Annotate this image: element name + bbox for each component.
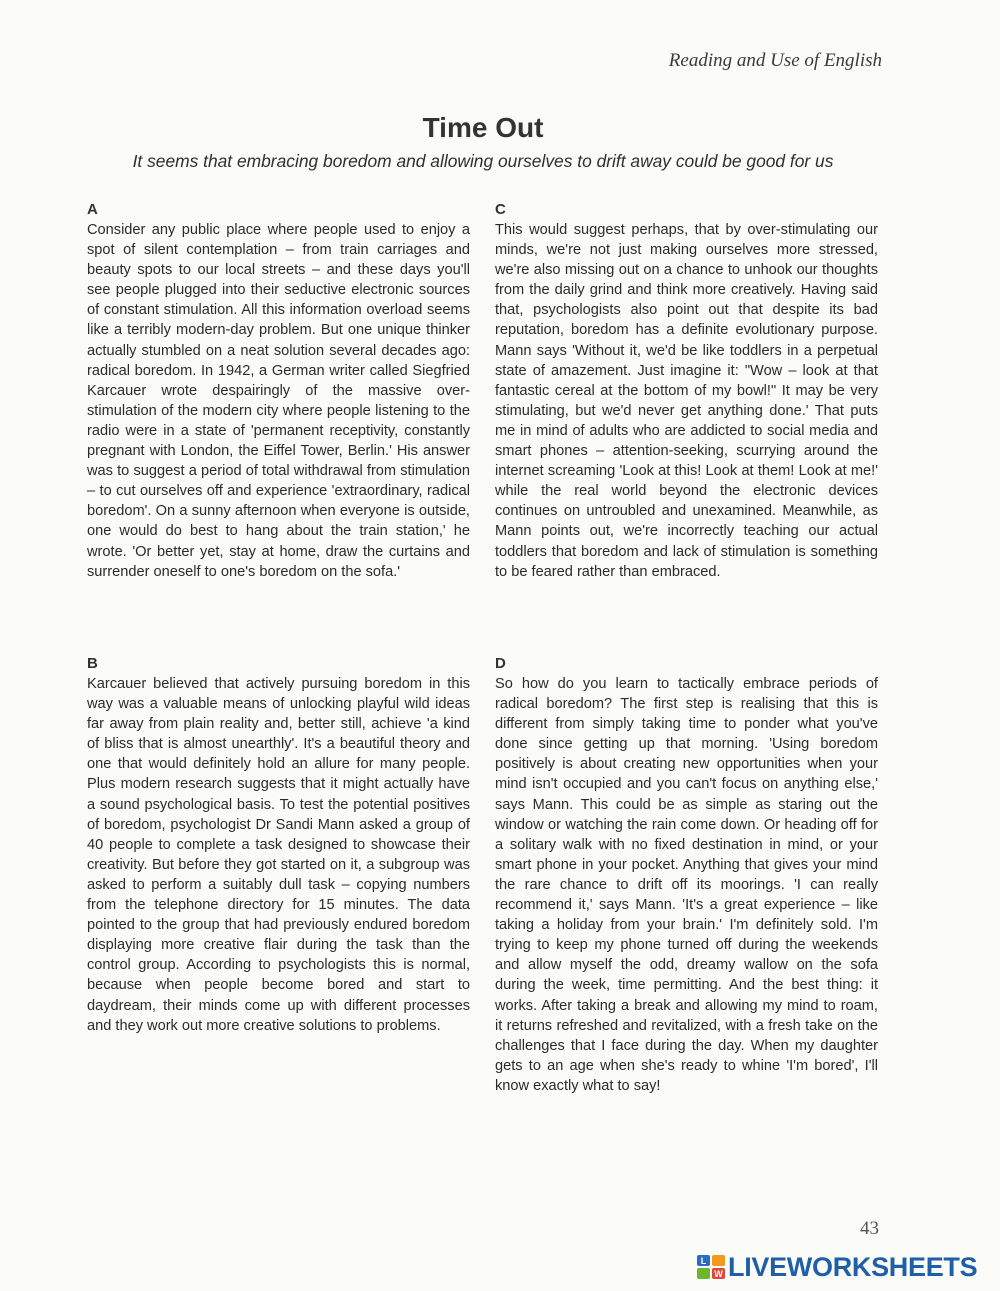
section-letter: B	[87, 655, 98, 672]
section-d	[495, 654, 878, 1096]
page-number: 43	[860, 1218, 879, 1239]
section-a	[87, 200, 470, 582]
liveworksheets-logo[interactable]	[696, 1252, 977, 1282]
section-letter: A	[87, 201, 98, 218]
liveworksheets-logo-icon	[696, 1254, 726, 1280]
section-b	[87, 654, 470, 1036]
article-title: Time Out	[422, 112, 544, 143]
article-subtitle: It seems that embracing boredom and allowing ourselves to drift away could be good for us	[132, 151, 834, 171]
section-text: Karcauer believed that actively pursuing boredom in this way was a valuable means of unlocking playful wild ideas far away from plain reality and, better still, achieve 'a kind of bliss that is almost unearthly'. It's a beautiful theory and one that would definitely hold an allure for many people. Plus modern research suggests that it might actually have a sound psychological basis. To test the potential positives of boredom, psychologist Dr Sandi Mann asked a group of 40 people to complete a task designed to showcase their creativity. But before they got started on it, a subgroup was asked to perform a suitably dull task – copying numbers from the telephone directory for 15 minutes. The data pointed to the group that had previously endured boredom displaying more creative flair during the task than the control group. According to psychologists this is normal, because when people become bored and start to daydream, their minds come up with different processes and they work out more creative solutions to problems.	[87, 676, 470, 1034]
section-letter: C	[495, 201, 506, 218]
svg-text:L: L	[700, 1256, 707, 1266]
liveworksheets-logo-text: LIVEWORKSHEETS	[728, 1252, 978, 1282]
section-text: So how do you learn to tactically embrace periods of radical boredom? The first step is realising that this is different from simply taking time to ponder what you've done since getting up that morning. 'Using boredom positively is about creating new opportunities when your mind isn't occupied and you can't focus on anything else,' says Mann. This could be as simple as staring out the window or watching the rain come down. Or heading off for a solitary walk with no fixed destination in mind, or your smart phone in your pocket. Anything that gives your mind the rare chance to drift off its moorings. 'I can really recommend it,' says Mann. 'It's a great experience – like taking a holiday from your brain.' I'm definitely sold. I'm trying to keep my phone turned off during the weekends and allow myself the odd, dreamy wallow on the sofa during the week, time permitting. And the best thing: it works. After taking a break and allowing my mind to roam, it returns refreshed and revitalized, with a fresh take on the challenges that I face during the day. When my daughter gets to an age when she's ready to whine 'I'm bored', I'll know exactly what to say!	[495, 676, 878, 1094]
svg-text:W: W	[714, 1269, 723, 1279]
section-letter: D	[495, 655, 506, 672]
section-text: This would suggest perhaps, that by over-stimulating our minds, we're not just making ourselves more stressed, we're also missing out on a chance to unhook our thoughts from the daily grind and think more creatively. Having said that, psychologists also point out that despite its bad reputation, boredom has a definite evolutionary purpose. Mann says 'Without it, we'd be like toddlers in a perpetual state of amazement. Just imagine it: "Wow – look at that fantastic cereal at the bottom of my bowl!" It may be very stimulating, but we'd never get anything done.' That puts me in mind of adults who are addicted to social media and smart phones – attention-seeking, scurrying around the internet screaming 'Look at this! Look at them! Look at me!' while the real world beyond the electronic devices continues on untroubled and unexamined. Meanwhile, as Mann points out, we're incorrectly teaching our actual toddlers that boredom and lack of stimulation is something to be feared rather than embraced.	[495, 222, 878, 580]
section-text: Consider any public place where people used to enjoy a spot of silent contemplation – from train carriages and beauty spots to our local streets – and these days you'll see people plugged into their seductive electronic sources of constant stimulation. All this information overload seems like a terribly modern-day problem. But one unique thinker actually stumbled on a neat solution several decades ago: radical boredom. In 1942, a German writer called Siegfried Karcauer wrote despairingly of the massive over-stimulation of the modern city where people listening to the radio were in a state of 'permanent receptivity, constantly pregnant with London, the Eiffel Tower, Berlin.' His answer was to suggest a period of total withdrawal from stimulation – to cut ourselves off and experience 'extraordinary, radical boredom'. On a sunny afternoon when everyone is outside, one would do best to hang about the train station,' he wrote. 'Or better yet, stay at home, draw the curtains and surrender oneself to one's boredom on the sofa.'	[87, 222, 470, 580]
section-c	[495, 200, 878, 582]
section-header: Reading and Use of English	[668, 50, 882, 71]
